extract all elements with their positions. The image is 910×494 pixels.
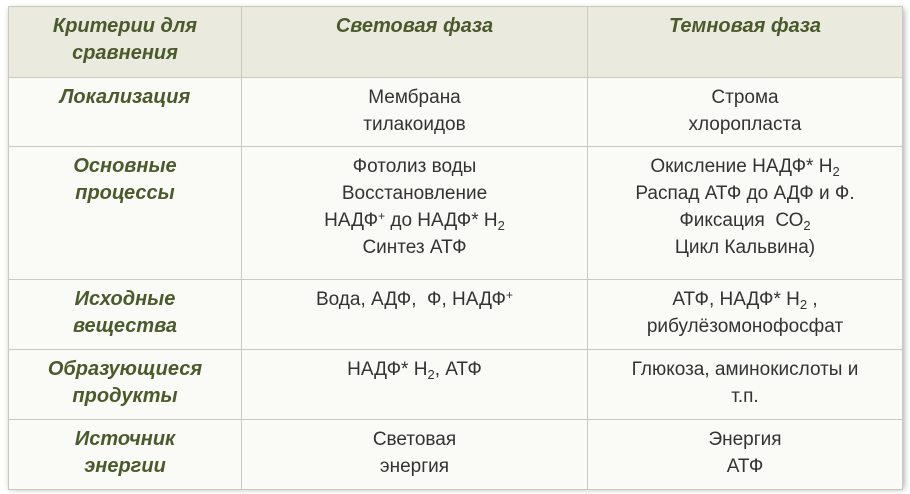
formula-text: до НАДФ* Н bbox=[385, 210, 498, 231]
cell-line: Цикл Кальвина) bbox=[674, 237, 816, 258]
table-row bbox=[9, 78, 903, 147]
dark-phase-cell bbox=[588, 350, 903, 420]
cell-line: Синтез АТФ bbox=[362, 237, 467, 258]
cell-line bbox=[246, 286, 583, 313]
cell-line: Строма bbox=[711, 87, 779, 108]
subscript: 2 bbox=[497, 218, 505, 233]
cell-line bbox=[592, 207, 898, 234]
cell-line: тилакоидов bbox=[363, 114, 466, 135]
criterion-text: Образующиеся bbox=[47, 358, 203, 380]
criterion-cell bbox=[9, 350, 242, 420]
criterion-text: энергии bbox=[84, 455, 166, 477]
subscript: 2 bbox=[427, 367, 435, 382]
light-phase-cell bbox=[242, 420, 588, 490]
dark-phase-cell bbox=[588, 147, 903, 280]
light-phase-cell bbox=[242, 350, 588, 420]
formula-text: , АТФ bbox=[434, 359, 482, 380]
criterion-text: Источник bbox=[74, 428, 176, 450]
dark-phase-cell bbox=[588, 280, 903, 350]
formula-text: , bbox=[807, 289, 818, 310]
light-phase-cell bbox=[242, 78, 588, 147]
cell-line: Глюкоза, аминокислоты и bbox=[631, 359, 859, 380]
criterion-text: продукты bbox=[72, 385, 178, 407]
superscript: + bbox=[505, 288, 513, 302]
comparison-table bbox=[8, 6, 903, 490]
cell-line: Восстановление bbox=[341, 183, 488, 204]
formula-text: Фиксация СО bbox=[679, 210, 804, 231]
criterion-cell bbox=[9, 78, 242, 147]
cell-line bbox=[592, 286, 898, 313]
header-criteria-line-1: Критерии для bbox=[52, 15, 198, 37]
table-row bbox=[9, 147, 903, 280]
dark-phase-cell bbox=[588, 420, 903, 490]
cell-line bbox=[592, 153, 898, 180]
subscript: 2 bbox=[803, 218, 811, 233]
criterion-cell bbox=[9, 147, 242, 280]
light-phase-cell bbox=[242, 147, 588, 280]
cell-line: т.п. bbox=[731, 386, 759, 407]
cell-line: Распад АТФ до АДФ и Ф. bbox=[635, 183, 855, 204]
formula-text: НАДФ bbox=[324, 210, 379, 231]
cell-line: АТФ bbox=[726, 456, 764, 477]
cell-line: энергия bbox=[379, 456, 450, 477]
criterion-cell bbox=[9, 280, 242, 350]
criterion-cell bbox=[9, 420, 242, 490]
cell-line bbox=[246, 207, 583, 234]
header-dark-phase: Темновая фаза bbox=[588, 7, 903, 78]
cell-line bbox=[246, 356, 583, 383]
header-criteria bbox=[9, 7, 242, 78]
criterion-text: процессы bbox=[75, 182, 175, 204]
formula-text: Вода, АДФ, Ф, НАДФ bbox=[315, 289, 506, 310]
formula-text: АТФ, НАДФ* Н bbox=[672, 289, 800, 310]
subscript: 2 bbox=[832, 164, 840, 179]
cell-line: Мембрана bbox=[368, 87, 461, 108]
table-row bbox=[9, 420, 903, 490]
criterion-text: Исходные bbox=[74, 288, 176, 310]
comparison-table-frame bbox=[8, 6, 902, 486]
formula-text: Окисление НАДФ* Н bbox=[650, 156, 833, 177]
light-phase-cell bbox=[242, 280, 588, 350]
criterion-text: вещества bbox=[72, 315, 178, 337]
cell-line: Световая bbox=[372, 429, 457, 450]
cell-line: Энергия bbox=[708, 429, 782, 450]
cell-line: Фотолиз воды bbox=[352, 156, 477, 177]
cell-line: рибулёзомонофосфат bbox=[646, 316, 844, 337]
cell-line: хлоропласта bbox=[688, 114, 802, 135]
superscript: + bbox=[378, 209, 386, 223]
table-row bbox=[9, 350, 903, 420]
table-row bbox=[9, 280, 903, 350]
subscript: 2 bbox=[799, 297, 808, 312]
header-criteria-line-2: сравнения bbox=[72, 42, 178, 64]
formula-text: НАДФ* Н bbox=[347, 359, 428, 380]
dark-phase-cell bbox=[588, 78, 903, 147]
criterion-text: Локализация bbox=[59, 86, 191, 108]
criterion-text: Основные bbox=[73, 155, 177, 177]
table-header-row bbox=[9, 7, 903, 78]
header-light-phase: Световая фаза bbox=[242, 7, 588, 78]
